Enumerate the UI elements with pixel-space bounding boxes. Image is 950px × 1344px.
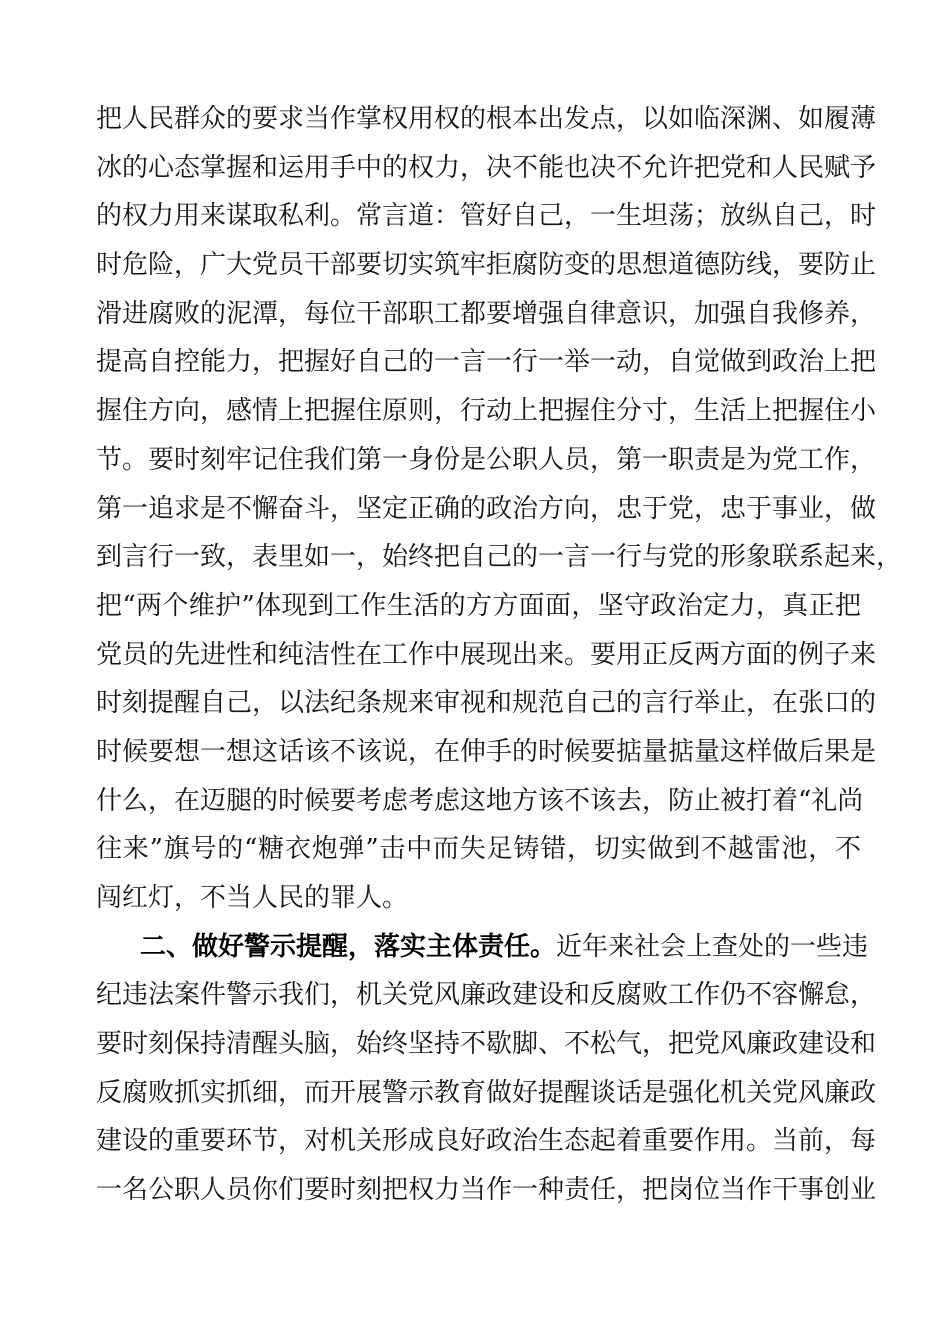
text-line: 握住方向，感情上把握住原则，行动上把握住分寸，生活上把握住小 — [96, 396, 877, 427]
text-line: 节。要时刻牢记住我们第一身份是公职人员，第一职责是为党工作， — [96, 444, 877, 475]
text-line: 要时刻保持清醒头脑，始终坚持不歇脚、不松气，把党风廉政建设和 — [96, 1029, 877, 1060]
text-line: 党员的先进性和纯洁性在工作中展现出来。要用正反两方面的例子来 — [96, 639, 877, 670]
body-text — [96, 95, 903, 1215]
text-line: 往来”旗号的“糖衣炮弹”击中而失足铸错，切实做到不越雷池，不 — [96, 834, 861, 865]
text-line: 把人民群众的要求当作掌权用权的根本出发点，以如临深渊、如履薄 — [96, 104, 877, 134]
text-line: 第一追求是不懈奋斗，坚定正确的政治方向，忠于党，忠于事业，做 — [96, 493, 877, 524]
text-line: 时刻提醒自己，以法纪条规来审视和规范自己的言行举止，在张口的 — [96, 688, 877, 719]
text-line: 闯红灯，不当人民的罪人。 — [96, 883, 409, 913]
text-line: 纪违法案件警示我们，机关党风廉政建设和反腐败工作仍不容懈怠， — [96, 980, 877, 1011]
text-line: 滑进腐败的泥潭，每位干部职工都要增强自律意识，加强自我修养， — [96, 298, 877, 329]
text-line: 提高自控能力，把握好自己的一言一行一举一动，自觉做到政治上把 — [96, 347, 877, 378]
text-line — [96, 923, 869, 972]
paragraph-1 — [96, 95, 903, 923]
heading-continuation: 近年来社会上查处的一些违 — [556, 931, 869, 962]
text-line: 冰的心态掌握和运用手中的权力，决不能也决不允许把党和人民赋予 — [96, 152, 877, 183]
text-line: 建设的重要环节，对机关形成良好政治生态起着重要作用。当前，每 — [96, 1126, 877, 1157]
text-line: 到言行一致，表里如一，始终把自己的一言一行与党的形象联系起来， — [96, 542, 903, 573]
section-heading: 二、做好警示提醒，落实主体责任。 — [140, 931, 557, 962]
text-line: 反腐败抓实抓细，而开展警示教育做好提醒谈话是强化机关党风廉政 — [96, 1077, 877, 1108]
text-line: 时候要想一想这话该不该说，在伸手的时候要掂量掂量这样做后果是 — [96, 736, 877, 767]
text-line: 的权力用来谋取私利。常言道：管好自己，一生坦荡；放纵自己，时 — [96, 201, 877, 232]
text-line: 把“两个维护”体现到工作生活的方方面面，坚守政治定力，真正把 — [96, 590, 861, 621]
paragraph-2 — [96, 923, 877, 1215]
text-line: 什么，在迈腿的时候要考虑考虑这地方该不该去，防止被打着“礼尚 — [96, 785, 864, 816]
text-line: 一名公职人员你们要时刻把权力当作一种责任，把岗位当作干事创业 — [96, 1175, 877, 1206]
text-line: 时危险，广大党员干部要切实筑牢拒腐防变的思想道德防线，要防止 — [96, 250, 877, 281]
